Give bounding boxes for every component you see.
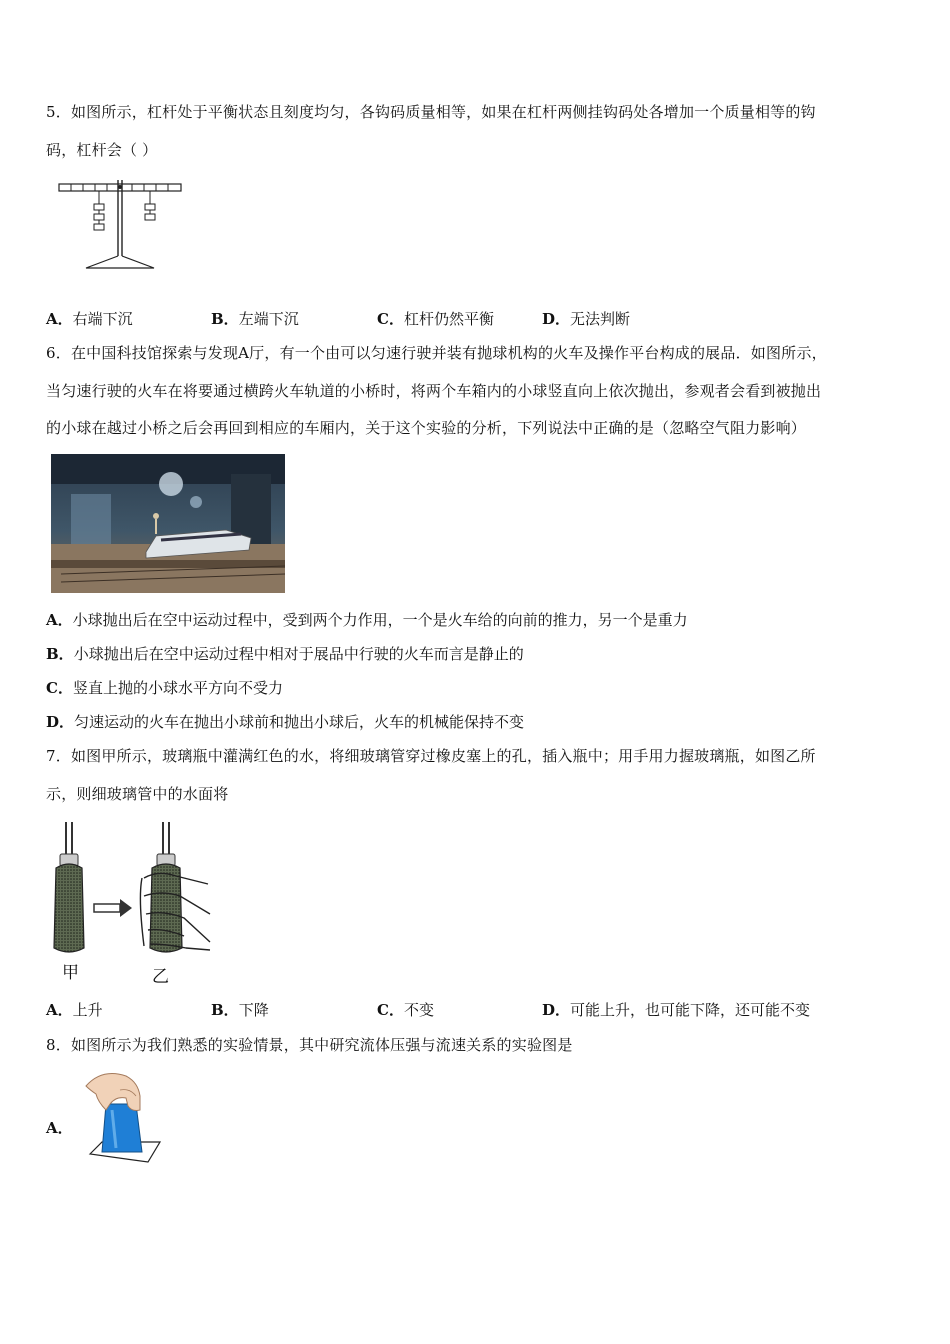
q6-stem-line3: 的小球在越过小桥之后会再回到相应的车厢内，关于这个实验的分析，下列说法中正确的是（忽略空气阻力影响） — [46, 419, 807, 437]
q7-option-a-letter: A． — [46, 1001, 73, 1019]
q5-option-b — [211, 308, 299, 329]
q6-option-a-text: 小球抛出后在空中运动过程中，受到两个力作用，一个是火车给的向前的推力，另一个是重力 — [72, 611, 688, 629]
q6-option-c-text: 竖直上抛的小球水平方向不受力 — [72, 679, 283, 697]
q7-option-b-letter: B． — [211, 1001, 239, 1019]
q7-option-c-text: 不变 — [403, 1001, 434, 1019]
q5-option-d-text: 无法判断 — [570, 310, 631, 328]
lever-figure — [56, 176, 186, 272]
q5-option-a — [46, 308, 133, 329]
q7-option-d-text: 可能上升，也可能下降，还可能不变 — [570, 1001, 811, 1019]
q6-option-b-text: 小球抛出后在空中运动过程中相对于展品中行驶的火车而言是静止的 — [73, 645, 524, 663]
q7-option-a-text: 上升 — [72, 1001, 103, 1019]
q7-option-c — [377, 999, 434, 1020]
q6-option-c — [46, 677, 283, 698]
cup-card-figure — [82, 1066, 162, 1166]
fig-label-yi: 乙 — [152, 967, 169, 987]
q7-option-d-letter: D． — [542, 1001, 571, 1019]
q7-option-a — [46, 999, 103, 1020]
q5-option-c — [377, 308, 494, 329]
q6-option-b — [46, 643, 524, 664]
q6-option-a — [46, 609, 688, 630]
q6-option-d-letter: D． — [46, 713, 75, 731]
q5-option-d — [542, 308, 630, 329]
q7-option-c-letter: C． — [377, 1001, 404, 1019]
q7-option-b-text: 下降 — [238, 1001, 269, 1019]
q8-option-a — [46, 1117, 73, 1138]
q8-stem-line1: 8．如图所示为我们熟悉的实验情景，其中研究流体压强与流速关系的实验图是 — [46, 1036, 573, 1054]
q5-option-b-letter: B． — [211, 310, 239, 328]
q5-option-d-letter: D． — [542, 310, 571, 328]
q5-option-a-text: 右端下沉 — [72, 310, 133, 328]
q5-option-c-letter: C． — [377, 310, 404, 328]
q6-option-a-letter: A． — [46, 611, 73, 629]
q6-option-d-text: 匀速运动的火车在抛出小球前和抛出小球后，火车的机械能保持不变 — [74, 713, 525, 731]
q8-option-a-letter: A． — [46, 1119, 73, 1137]
q7-option-b — [211, 999, 269, 1020]
q5-option-b-text: 左端下沉 — [238, 310, 299, 328]
q6-stem-line2: 当匀速行驶的火车在将要通过横跨火车轨道的小桥时，将两个车箱内的小球竖直向上依次抛出，参观者会看到被抛出 — [46, 382, 822, 400]
q5-stem-line1: 5．如图所示，杠杆处于平衡状态且刻度均匀，各钩码质量相等，如果在杠杆两侧挂钩码处各增加一个质量相等的钩 — [46, 103, 816, 121]
q7-stem-line1: 7．如图甲所示，玻璃瓶中灌满红色的水，将细玻璃管穿过橡皮塞上的孔，插入瓶中；用手用力握玻璃瓶，如图乙所 — [46, 747, 816, 765]
fig-label-jia: 甲 — [62, 963, 79, 983]
q6-option-c-letter: C． — [46, 679, 73, 697]
q6-option-d — [46, 711, 524, 732]
q5-option-a-letter: A． — [46, 310, 73, 328]
q5-option-c-text: 杠杆仍然平衡 — [403, 310, 494, 328]
bottle-figure — [46, 818, 216, 978]
q7-stem-line2: 示，则细玻璃管中的水面将 — [46, 785, 229, 803]
q6-option-b-letter: B． — [46, 645, 74, 663]
q5-stem-line2: 码，杠杆会（ ） — [46, 141, 158, 159]
q6-stem-line1: 6．在中国科技馆探索与发现A厅，有一个由可以匀速行驶并装有抛球机构的火车及操作平台构成的展品．如图所示， — [46, 344, 827, 362]
train-exhibit-photo — [51, 454, 285, 593]
q7-option-d — [542, 999, 810, 1020]
